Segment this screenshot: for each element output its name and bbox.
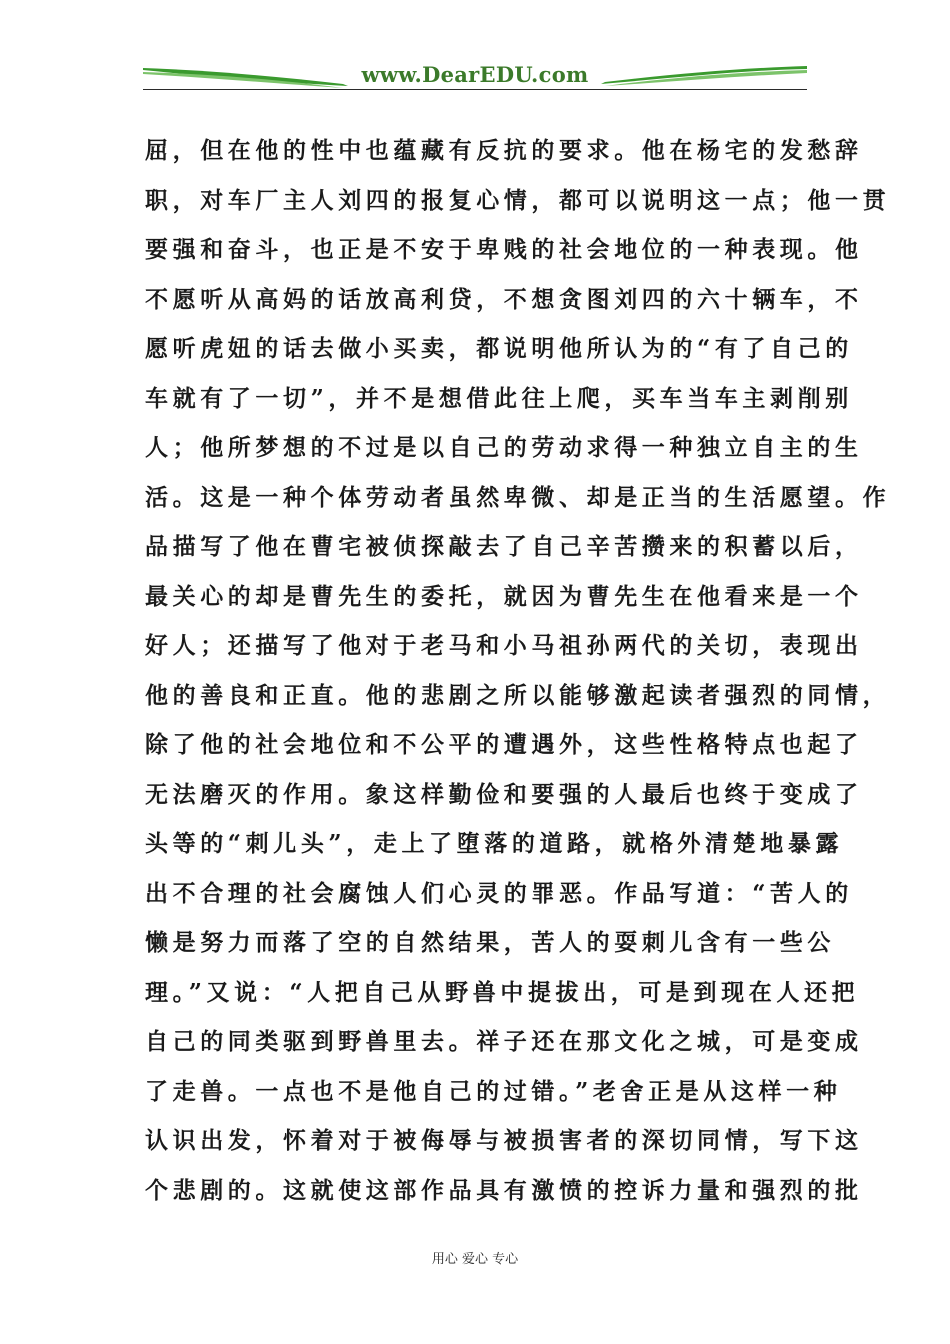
text-line: 头等的“刺儿头”，走上了堕落的道路，就格外清楚地暴露 [145, 830, 844, 857]
text-line: 出不合理的社会腐蚀人们心灵的罪恶。作品写道：“苦人的 [145, 879, 853, 907]
header-site-url: www.DearEDU.com [361, 62, 589, 87]
text-line: 人；他所梦想的不过是以自己的劳动求得一种独立自主的生 [145, 434, 863, 461]
text-line: 不愿听从高妈的话放高利贷，不想贪图刘四的六十辆车，不 [145, 285, 863, 313]
text-line: 活。这是一种个体劳动者虽然卑微、却是正当的生活愿望。作 [145, 483, 891, 511]
text-line: 他的善良和正直。他的悲剧之所以能够激起读者强烈的同情， [145, 681, 891, 709]
text-line: 车就有了一切”，并不是想借此往上爬，买车当车主剥削别 [145, 384, 853, 412]
text-line: 懒是努力而落了空的自然结果，苦人的耍刺儿含有一些公 [145, 929, 835, 956]
text-line: 要强和奋斗，也正是不安于卑贱的社会地位的一种表现。他 [145, 236, 863, 263]
page-footer: 用心 爱心 专心 [431, 1252, 519, 1267]
text-line: 职，对车厂主人刘四的报复心情，都可以说明这一点；他一贯 [145, 186, 891, 214]
body-paragraph [145, 126, 891, 1215]
text-line: 好人；还描写了他对于老马和小马祖孙两代的关切，表现出 [145, 632, 863, 659]
text-line: 最关心的却是曹先生的委托，就因为曹先生在他看来是一个 [145, 582, 863, 610]
text-line: 理。”又说：“人把自己从野兽中提拔出，可是到现在人还把 [145, 978, 860, 1006]
text-line: 了走兽。一点也不是他自己的过错。”老舍正是从这样一种 [145, 1077, 842, 1105]
text-line: 除了他的社会地位和不公平的遭遇外，这些性格特点也起了 [145, 731, 863, 758]
text-line: 无法磨灭的作用。象这样勤俭和要强的人最后也终于变成了 [145, 780, 863, 808]
text-line: 自己的同类驱到野兽里去。祥子还在那文化之城，可是变成 [145, 1028, 863, 1055]
text-line: 屈，但在他的性中也蕴藏有反抗的要求。他在杨宅的发愁辞 [145, 137, 863, 164]
text-line: 个悲剧的。这就使这部作品具有激愤的控诉力量和强烈的批 [145, 1176, 863, 1204]
text-line: 品描写了他在曹宅被侦探敲去了自己辛苦攒来的积蓄以后， [145, 533, 863, 560]
text-line: 认识出发，怀着对于被侮辱与被损害者的深切同情，写下这 [145, 1127, 863, 1154]
header-divider [143, 89, 807, 90]
text-line: 愿听虎妞的话去做小买卖，都说明他所认为的“有了自己的 [145, 335, 853, 362]
